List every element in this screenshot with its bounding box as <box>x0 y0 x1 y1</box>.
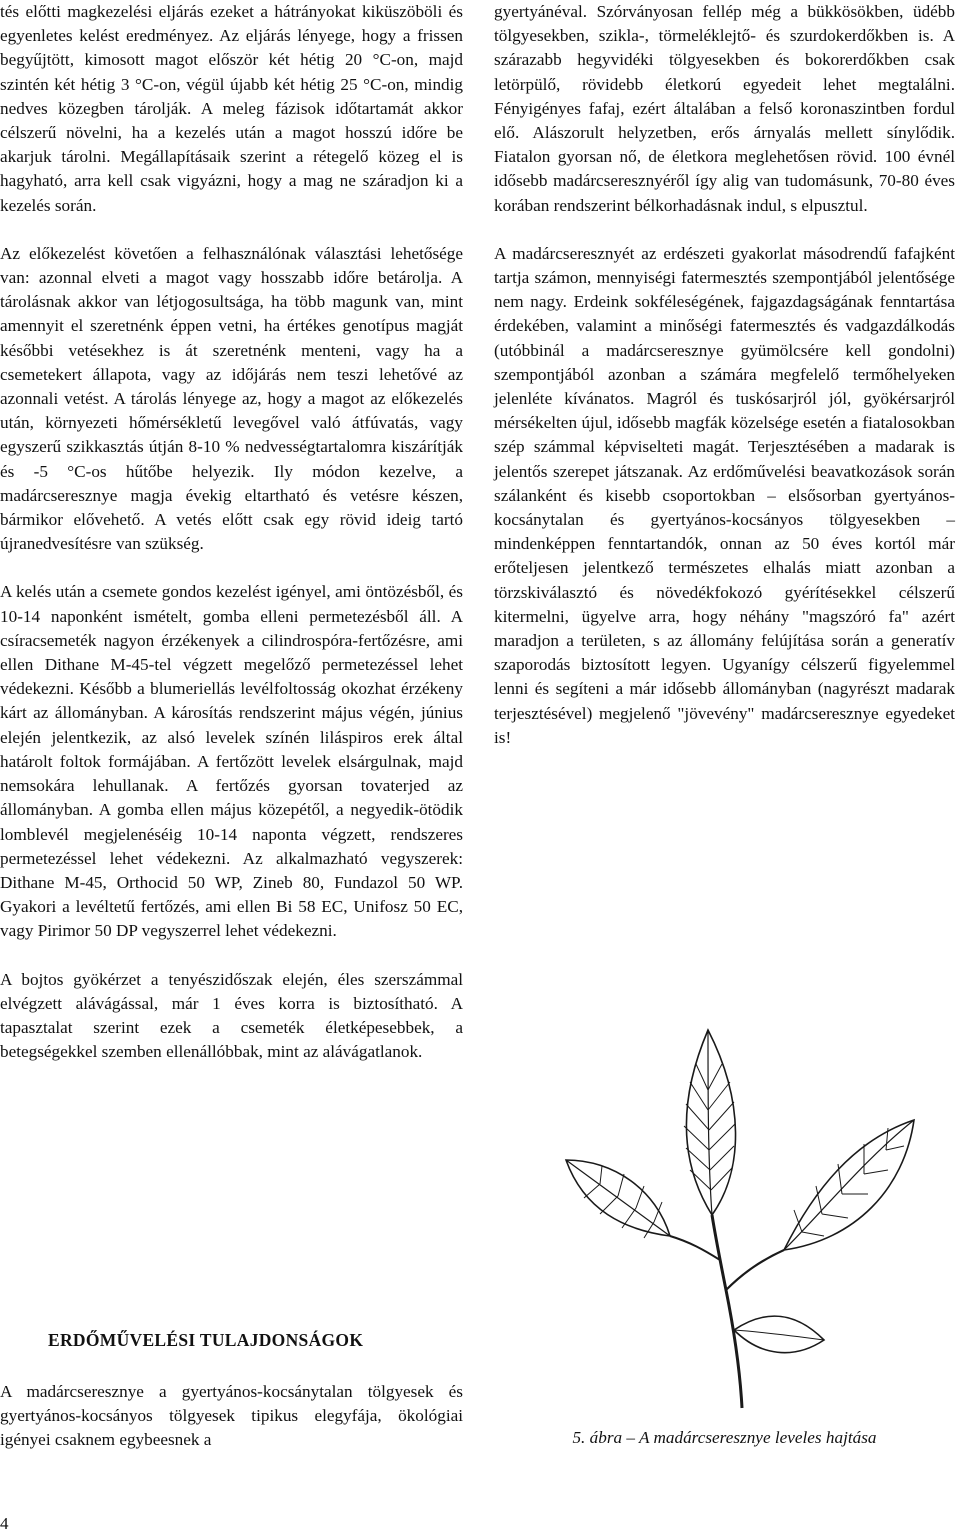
paragraph-forestry-practice: A madárcseresznyét az erdészeti gyakorlat másodrendű fafajként tartja számon, mennyiségi fatermesztés szempontjából jelentősége nem nagy. Erdeink sokféleségének, fajgazdagságának fenntartása érdekében, valamint a minőségi fatermesztés és vadgazdálkodás (utóbbinál a madárcseresznye gyümölcsére kell gondolni) szempontjából azonban a számára megfelelő termőhelyeken jelenléte kívánatos. Magról és tuskósarjról jól, gyökérsarjról mérsékelten újul, idősebb magfák közelsége esetén a fiatalosokban szép számmal képviselteti magát. Terjesztésében a madarak is jelentős szerepet játszanak. Az erdőművelési beavatkozások során szálanként és kisebb csoportokban – elsősorban gyertyános-kocsánytalan és gyertyános-kocsányos tölgyesekben – mindenképpen fenntartandók, onnan az 50 éves kortól már erőteljesen jelentkező természetes elhalás miatt azonban a törzskiválasztó és növedékfokozó gyérítésekkel célszerű kitermelni, ügyelve arra, hogy néhány "magszóró fa" azért maradjon a területen, s az állomány felújítása során a generatív szaporodás biztosított legyen. Ugyanígy célszerű figyelemmel lenni és segíteni a már idősebb állományban (nagyrészt madarak terjesztésével) megjelenő "jövevény" madárcseresznye egyedeket is! <box>494 243 955 747</box>
leaf-top <box>684 1030 736 1215</box>
page-number: 4 <box>0 1514 9 1533</box>
leaf-right <box>784 1120 914 1250</box>
paragraph-seedling-care: A kelés után a csemete gondos kezelést igényel, ami öntözésből, és 10-14 naponként ismételt, gomba elleni permetezésből áll. A csíracsemeték nagyon érzékenyek a cilindrospóra-fertőzésre, ami ellen Dithane M-45-tel végzett megelőző permetezéssel lehet védekezni. Később a blumeriellás levélfoltosság okozhat érzékeny kárt az állományban. A károsítás rendszerint május végén, június elején jelentkezik, az alsó levelek színén liláspiros erek által határolt foltok formájában. A fertőzött levelek elsárgulnak, majd nemsokára lehullanak. A fertőzés gyorsan tovaterjed az állományban. A gomba ellen május közepétől, a negyedik-ötödik lomblevél megjelenéséig 10-14 naponta végzett, rendszeres permetezéssel lehet védekezni. Az alkalmazható vegyszerek: Dithane M-45, Orthocid 50 WP, Zineb 80, Fundazol 50 WP. Gyakori a levéltetű fertőzés, ami ellen Bi 58 EC, Unifosz 50 EC, vagy Pirimor 50 DP vegyszerrel lehet védekezni. <box>0 582 463 941</box>
left-column <box>0 0 463 1064</box>
right-column <box>494 0 955 750</box>
leaf-lower <box>734 1316 824 1353</box>
leaf-left <box>566 1160 670 1238</box>
paragraph-ecology: gyertyánéval. Szórványosan fellép még a bükkösökben, üdébb tölgyesekben, szikla-, törmeléklejtő- és szurdokerdőkben is. A szárazabb hegyvidéki tölgyesekben és bokorerdőkben csak letörpülő, rövidebb életkorú egyedeit lehet megtalálni. Fényigényes fafaj, ezért általában a felső koronaszintben fordul elő. Alászorult helyzetben, erős árnyalás mellett sínylődik. Fiatalon gyorsan nő, de életkora meglehetősen rövid. 100 évnél idősebb madárcseresznyéről így alig van tudomásunk, 70-80 éves korában rendszerint bélkorhadásnak indul, s elpusztul. <box>494 2 955 215</box>
paragraph-silviculture-intro: A madárcseresznye a gyertyános-kocsánytalan tölgyesek és gyertyános-kocsányos tölgyesek tipikus elegyfája, ökológiai igényei csaknem egybeesnek a <box>0 1382 463 1450</box>
figure-caption: 5. ábra – A madárcseresznye leveles hajtása <box>572 1428 877 1447</box>
paragraph-root-pruning: A bojtos gyökérzet a tenyészidőszak elején, éles szerszámmal elvégzett alávágással, már 1 éves korra is biztosítható. A tapasztalat szerint ezek a csemeték életképesebbek, a betegségekkel szemben ellenállóbbak, mint az alávágatlanok. <box>0 969 463 1062</box>
paragraph-seed-treatment: tés előtti magkezelési eljárás ezeket a hátrányokat kiküszöböli és egyenletes kelést eredményez. Az eljárás lényege, hogy a frissen begyűjtött, kimosott magot először két hétig 20 °C-on, majd szintén két hétig 3 °C-on, végül újabb két hétig 25 °C-on, mindig nedves közegben tárolják. A meleg fázisok időtartamát akkor célszerű növelni, ha a kezelés után a magot hosszú időre be akarjuk tárolni. Megállapításaik szerint a rétegelő közeg el is hagyható, arra kell csak vigyázni, hogy a mag ne száradjon ki a kezelés során. <box>0 2 463 215</box>
paragraph-seed-storage: Az előkezelést követően a felhasználónak választási lehetősége van: azonnal elveti a magot vagy hosszabb időre betárolja. A tárolásnak akkor van létjogosultsága, ha több magunk van, mint amennyit el szeretnénk éppen vetni, ha értékes genotípus magját későbbi vetésekhez is át szeretnénk menteni, vagy ha a csemetekert állapota, vagy az időjárás nem teszi lehetővé az azonnali vetést. A tárolás lényege az, hogy a magot az előkezelés után, környezeti hőmérsékletű levegővel való átfúvatás, vagy egyszerű szikkasztás útján 8-10 % nedvességtartalomra kiszárítják és -5 °C-os hűtőbe helyezik. Ily módon kezelve, a madárcseresznye magja évekig eltartható és vetésre készen, bármikor elővehető. A vetés előtt csak egy rövid ideig tartó újranedvesítésre van szükség. <box>0 243 463 554</box>
leafy-shoot-illustration <box>494 1010 955 1410</box>
section-heading: ERDŐMŰVELÉSI TULAJDONSÁGOK <box>48 1330 364 1350</box>
